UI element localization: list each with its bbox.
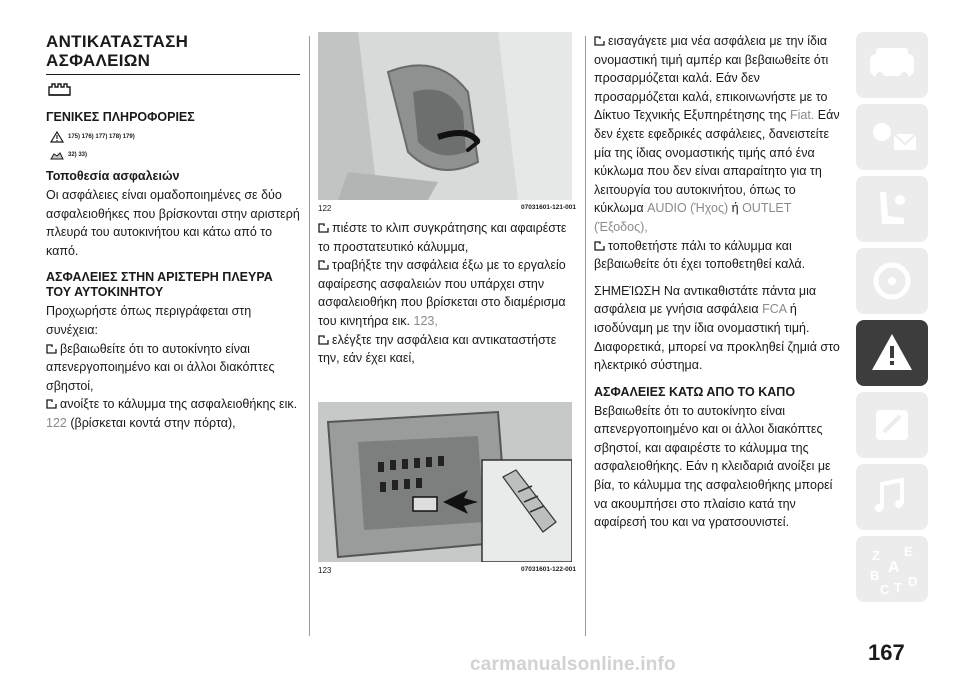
list-item: βεβαιωθείτε ότι το αυτοκίνητο είναι απενεργοποιημένο και οι άλλοι διακόπτες σβηστοί, (46, 341, 275, 393)
figure-number: 123 (318, 565, 332, 575)
heading-general-info: ΓΕΝΙΚΕΣ ΠΛΗΡΟΦΟΡΙΕΣ (46, 110, 195, 124)
list-item: ελέγξτε την ασφάλεια και αντικαταστήστε την, εάν έχει καεί, (318, 332, 557, 366)
figure-ref-122[interactable]: 122 (46, 415, 67, 430)
index-icon[interactable] (856, 536, 928, 602)
maintenance-icon[interactable] (856, 392, 928, 458)
hood-paragraph: Βεβαιωθείτε ότι το αυτοκίνητο είναι απενεργοποιημένο και οι άλλοι διακόπτες σβηστοί, και αφαιρέστε το κάλυμμα της ασφαλειοθήκης. Εάν η κλειδαριά ανοίξει με βία, το κάλυμμα της ασφαλειοθήκης μπορεί να ακουμπήσει στο πλαίσιο κατά την αφαίρεσή του και να γρατσουνιστεί. (594, 403, 833, 530)
watermark: carmanualsonline.info (470, 654, 676, 675)
warning-lights-icon[interactable] (856, 104, 928, 170)
bullet-arrow-icon (318, 335, 329, 345)
car-dashboard-icon[interactable] (856, 32, 928, 98)
chapter-sidebar (856, 32, 928, 608)
emergency-icon[interactable] (856, 320, 928, 386)
figure-code: 07031601-121-001 (521, 204, 576, 211)
brand-fiat: Fiat. (789, 108, 815, 123)
column-divider (585, 36, 586, 636)
title-rule (46, 74, 300, 75)
figure-number: 122 (318, 204, 332, 213)
heading-left-side-fuses: ΑΣΦΑΛΕΙΕΣ ΣΤΗΝ ΑΡΙΣΤΕΡΗ ΠΛΕΥΡΑ ΤΟΥ ΑΥΤΟΚΙΝΗΤΟΥ (46, 270, 273, 300)
index-letter: C (880, 582, 890, 597)
figure-122-image (318, 32, 572, 200)
page-number: 167 (868, 640, 905, 665)
warning-refs-text: 175) 176) 177) 178) 179) (68, 134, 135, 140)
figure-122-caption (318, 204, 576, 213)
index-letter: T (894, 580, 902, 595)
circuit-outlet: OUTLET (Έξοδος), (594, 201, 792, 234)
warning-triangle-icon (50, 131, 64, 143)
list-item: τοποθετήστε πάλι το κάλυμμα και βεβαιωθείτε ότι έχει τοποθετηθεί καλά. (594, 238, 806, 272)
column-2 (318, 32, 576, 581)
bullet-arrow-icon (594, 241, 605, 251)
list-item: τραβήξτε την ασφάλεια έξω με το εργαλείο αφαίρεσης ασφαλειών που υπάρχει στην ασφαλειοθήκη που βρίσκεται στο διαμέρισμα του κινητήρα εικ. 123, (318, 258, 566, 328)
figure-123-caption (318, 566, 576, 575)
caution-hand-icon (50, 149, 64, 161)
intro-paragraph: Προχωρήστε όπως περιγράφεται στη συνέχεια: (46, 304, 252, 337)
column-1 (46, 32, 300, 433)
index-letter: D (908, 574, 918, 589)
bullet-arrow-icon (594, 36, 605, 46)
circuit-audio: AUDIO (Ήχος) (647, 201, 729, 216)
index-letter: B (870, 568, 880, 583)
warning-references (50, 131, 300, 143)
list-item: πιέστε το κλιπ συγκράτησης και αφαιρέστε το προστατευτικό κάλυμμα, (318, 221, 567, 254)
page-title: ΑΝΤΙΚΑΤΑΣΤΑΣΗ ΑΣΦΑΛΕΙΩΝ (46, 32, 189, 70)
location-paragraph: Οι ασφάλειες είναι ομαδοποιημένες σε δύο ασφαλειοθήκες που βρίσκονται στην αριστερή πλευρά του αυτοκινήτου και κάτω από το καπό. (46, 188, 300, 258)
index-letter: Z (872, 548, 880, 563)
brand-fca: FCA (762, 302, 787, 317)
list-item: εισαγάγετε μια νέα ασφάλεια με την ίδια ονομαστική τιμή αμπέρ και βεβαιωθείτε ότι προσαρμόζεται καλά. Εάν δεν προσαρμόζεται καλά, επικοινωνήστε με το Δίκτυο Τεχνικής Εξυπηρέτησης της Fiat. Εάν δεν έχετε εφεδρικές ασφάλειες, δανειστείτε μία της ίδιας ονομαστικής τιμής από ένα κύκλωμα που δεν είναι απαραίτητο για τη λειτουργία του αυτοκινήτου, όπως το κύκλωμα AUDIO (Ήχος) ή OUTLET (Έξοδος), (594, 34, 840, 234)
seat-safety-icon[interactable] (856, 176, 928, 242)
bullet-arrow-icon (318, 260, 329, 270)
bullet-arrow-icon (318, 223, 329, 233)
list-item: ανοίξτε το κάλυμμα της ασφαλειοθήκης εικ. 122 (βρίσκεται κοντά στην πόρτα), (46, 397, 298, 430)
heading-fuse-location: Τοποθεσία ασφαλειών (46, 169, 180, 183)
figure-ref-123[interactable]: 123, (413, 313, 438, 328)
index-letter: E (904, 544, 913, 559)
caution-refs-text: 32) 33) (68, 152, 88, 158)
column-3 (594, 32, 848, 532)
heading-hood-fuses: ΑΣΦΑΛΕΙΕΣ ΚΑΤΩ ΑΠΟ ΤΟ ΚΑΠΟ (594, 384, 796, 399)
figure-123-image (318, 402, 572, 562)
index-letter: A (888, 559, 900, 576)
note-paragraph: ΣΗΜΕΊΩΣΗ Να αντικαθιστάτε πάντα μια ασφάλεια με γνήσια ασφάλεια FCA ή ισοδύναμη με την ίδια ονομαστική τιμή. Διαφορετικά, μπορεί να προκληθεί ζημιά στο ηλεκτρικό σύστημα. (594, 283, 840, 373)
bullet-arrow-icon (46, 399, 57, 409)
caution-references (50, 149, 300, 161)
bullet-arrow-icon (46, 344, 57, 354)
steering-wheel-icon[interactable] (856, 248, 928, 314)
multimedia-icon[interactable] (856, 464, 928, 530)
fuse-pictogram-icon (46, 81, 300, 104)
column-divider (309, 36, 310, 636)
figure-code: 07031601-122-001 (521, 565, 576, 573)
